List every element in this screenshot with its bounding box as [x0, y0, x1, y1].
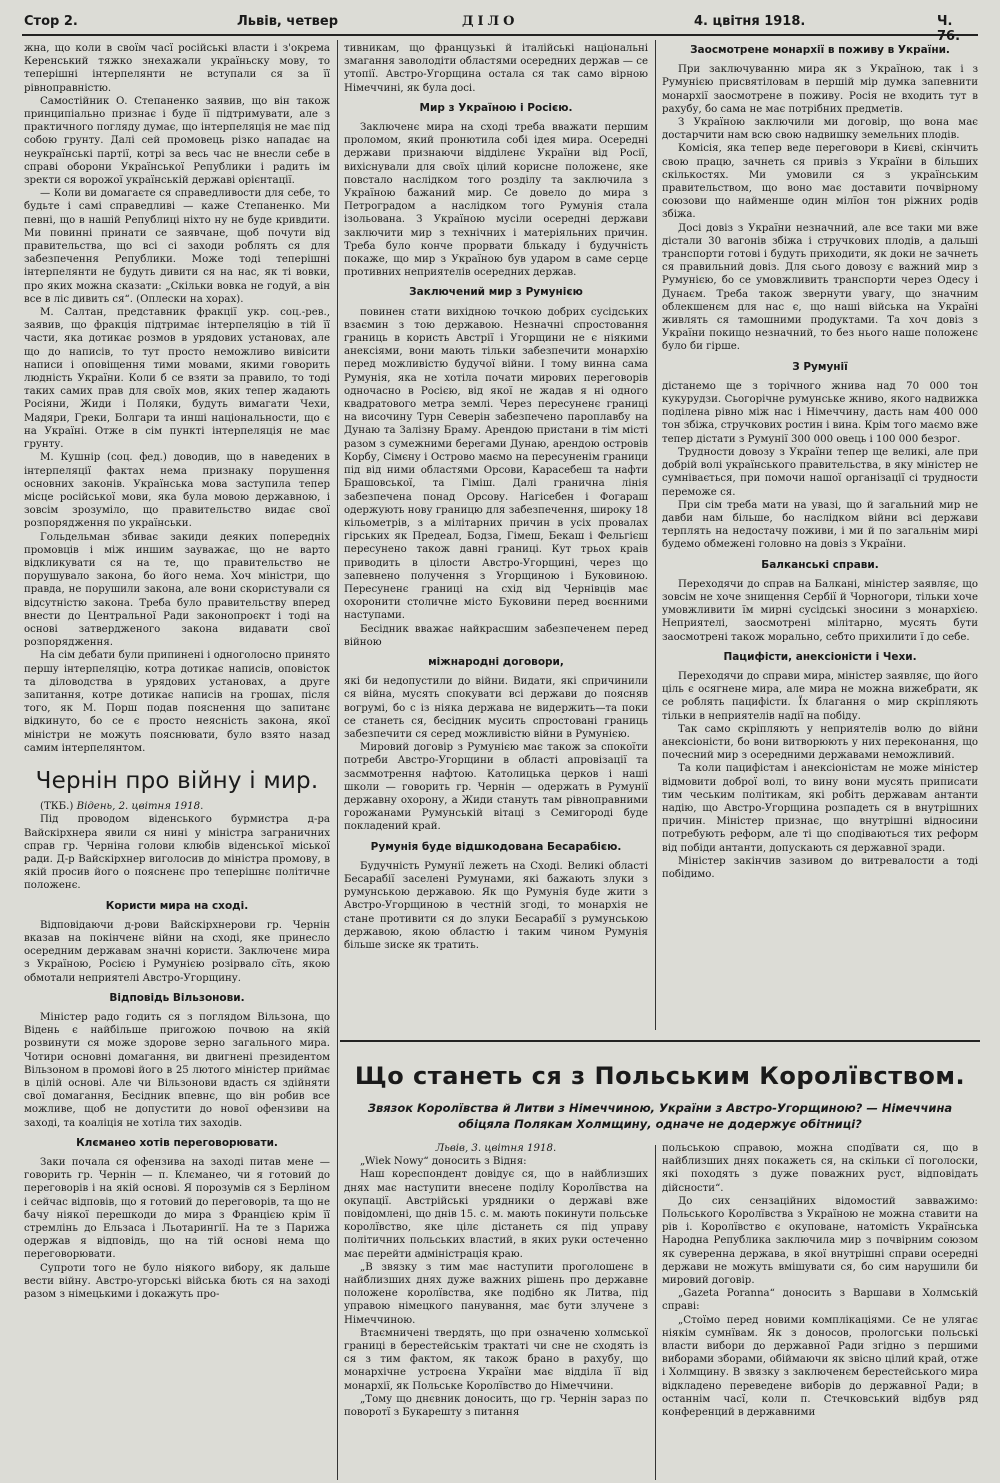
paragraph: „Wiek Nowy“ доносить з Відня:	[360, 1156, 527, 1168]
subheading: Користи мира на сході.	[105, 899, 249, 912]
paragraph: Комісія, яка тепер веде переговори в Києві, скінчить свою працю, зачнеть ся привіз з України в більших скількостях. Ми умовили ся з українським правительством, що воно має доставити почвірному союзови що найменше один мілїон тон ріжних родів збіжа.	[662, 143, 978, 221]
paragraph: Мировий договір з Румунією має також за спокоїти потреби Австро-Угорщини в області апровізації та засммотрення нафтою. Католицька церков і наші школи — говорить гр. Чернін — одержать в Румунії державну охорону, а Жиди стануть там рівноправними горожанами Румунській вітаці з Семигороді буде покладений край.	[344, 742, 648, 833]
column-1	[24, 42, 330, 1480]
paragraph: які би недопустили до війни. Видати, які спричинили ся війна, мусять спокувати всі держави до поясняв вогрумі, бо с із ніяка держава не видержить—та поки се станеть ся, бесідник мусить спростовані границь забезпечити ся серед можливістю війни в Румунією.	[344, 676, 648, 740]
paragraph: Наш кореспондент довідує ся, що в найблизших днях має наступити внесене поділу Королївства на окупації. Австрійські урядники о державі вже повідомлені, що днів 15. с. м. мають покинути польське королївство, яке цілє дістанеть ся під управу політичних польських властий, в яких руки остеченно має перейти адміністрація краю.	[344, 1169, 648, 1260]
paragraph: При заключуванню мира як з Україною, так і з Румунією присвятіловам в першій мір думка запевнити монархії заосмотрене в поживу. Росія не входить тут в рахубу, бо сама не має потрібних предметів.	[662, 64, 978, 115]
paragraph: Будучність Румунії лежеть на Сході. Великі області Бесарабії заселені Румунами, які бажають злуки з румунською державою. Як що Румунія буде жити з Австро-Угорщиною в честній згоді, то монархія не стане противити ся до злуки Бесарабії з румунською державою, якою областю і таким чином Румунія більше зиске як тратить.	[344, 860, 648, 951]
paragraph: Та коли пацифістам і анексіоністам не може міністер відмовити доброї волі, то вину вони мусять приписати тим чеським політикам, які робіть державам антанти надію, що Австро-Угорщина розпадеть ся в внутрішних причин. Міністер признає, що внутрішні відносини потребують реформ, але ті що сподіваються тих реформ від побіди антанти, допускають ся державної зради.	[662, 763, 978, 854]
paragraph: Міністер закінчив зазивом до витревалости а тоді побідимо.	[662, 855, 978, 880]
column-rule-1	[337, 40, 338, 1480]
newspaper-title: ДІЛО	[462, 14, 519, 29]
paragraph: Заключенє мира на сході треба вважати першим проломом, який пронютила собі ідея мира. Осередні держави признаючи відділенє України від Росії, вихіснували для своїх цілий корисне положенє, яке повстало наслідком того розділу та заключила з Україною бажаний мир. Се довело до мира з Петроградом а наслідком того Румунія стала ізольована. З Україною мусіли осередні держави заключити мир з технічних і матеріяльних причин. Треба було конче прорвати блькаду і будучність покаже, що мир з Україною був ударом в саме серце противних неприятелів осередних держав.	[344, 122, 648, 279]
paragraph: тивникам, що французькі й італійські національні змагання заволодіти областями осередних держав — се утопії. Австро-Угорщина остала ся так само вірною Німеччині, як була досі.	[344, 43, 648, 94]
article-2-dateline: Львів, 3. цвітня 1918.	[435, 1143, 557, 1154]
paragraph: „Тому що днєвник доносить, що гр. Чернін зараз по поворотї з Букарешту з питання	[344, 1393, 648, 1419]
subheading: Відповідь Вільзонови.	[109, 991, 245, 1004]
subheading: Пацифісти, анексіоністи і Чехи.	[723, 650, 917, 663]
paragraph: повинен стати вихідною точкою добрих сусідських взаємин з тою державою. Незначні спростовання границь в користь Австрії і Угорщини не є ніякими анексіями, вони мають тільки забезпечити монархію перед можливістю будучої війни. І тому винна сама Румунія, яка не хотіла почати мирових переговорів одночасно в Росією, від якої не жадав я ні одного квадратового метра землі. Через пересуненє границі на височину Турн Северін забезпечено пароплавбу на Дунаю та Залізну Браму. Арендою пристани в тім місті разом з сумежними берегами Дунаю, арендою островів Корбу, Сімєну і Острово маємо на пересуненім граници під від ними областями Орсови, Карасебеш та нафти Брашовської, та Гіміш. Далі гранична лінія забезпечена понад Орсову. Нагісебен і Фогараш одержують нову границю для забезпечення, широку 18 кільометрів, з а мілітарних причин в усіх провалах гірських як Предеал, Бодза, Гімеш, Бекаш і Фельгієш пересунено також давні границі. Кут трьох краів приводить в цілости Австро-Угорщині, через що запевнено получення з Угорщиною і Буковиною. Пересуненє границі на схід від Чернівців має охоронити столичне місто Буковини перед воєнними наступами.	[344, 306, 648, 622]
paragraph: Досі довіз з України незначний, але все таки ми вже дістали 30 вагонів збіжа і стручкових плодів, а дальші транспорти готові і будуть приходити, як доки не зачнеть ся правильний довіз. Для сього довозу є важний мир з Румунією, бо се умовжливить транспорти через Одесу і Дунаєм. Треба також звернути увагу, що значним облекшенєм для нас є, що наші війська на Україні живлять ся тамошними продуктами. Та хоч довіз з України покищо незначний, то без нього наше положенє було би гірше.	[662, 222, 978, 353]
page-number: Стор 2.	[24, 14, 78, 29]
subheading: Балканські справи.	[761, 558, 879, 571]
dateline-source: (ТКБ.)	[40, 801, 74, 813]
column-3	[662, 42, 978, 1032]
article-divider	[340, 1040, 980, 1042]
subheading: Мир з Україною і Росією.	[419, 101, 573, 114]
paragraph: Так само скріпляють у неприятелів волю до війни анексіоністи, бо вони витворюють у них переконання, що почесний мир з осередними державами неможливий.	[662, 723, 978, 762]
column-2	[344, 42, 648, 1032]
article-2-subtitle: Звязок Королївства й Литви з Німеччиною, України з Австро-Угорщиною? — Німеччина обіцяла Полякам Холмщину, одначе не додержує обітниці?	[367, 1101, 953, 1131]
column-rule-2	[655, 40, 656, 1030]
paragraph: польською справою, можна сподївати ся, що в найблизших днях покажеть ся, на скільки сї поголоски, які походять з дуже поважних руст, відповідать дійсности“.	[662, 1143, 978, 1194]
article-title: Чернін про війну і мир.	[35, 767, 319, 794]
paragraph: Втаємничені твердять, що при означеню холмської границі в берестейськім трактаті чи сне не сходять із ся з тим фактом, як також брано в рахубу, що монархічне устроєна України має відділа її від монархії, як Польське Королївство до Німеччини.	[344, 1327, 648, 1392]
subheading: Заосмотрене монархії в поживу в України.	[690, 44, 950, 56]
paragraph: Заки почала ся офензива на заході питав мене — говорить гр. Чернін — п. Клєманео, чи я готовий до переговорів і на якій основі. Я порозумів ся з Берліном і сейчас відповів, що я готовий до переговорів, та що не бачу ніякої перешкоди до мира з Францією крім її стремлінь до Ельзаса і Льотарингії. На те з Парижа одержав я відповідь, що на тій основі нема що переговорювати.	[24, 1157, 330, 1261]
issue-number: Ч. 76.	[937, 14, 961, 44]
paragraph: Гольдельман збиває закиди деяких попередніх промовців і між иншим зауважає, що не варто відкликувати ся на те, що правительство не порушувало закона, бо його нема. Хоч міністри, що правда, не порушили закона, але вони скористували ся відсутністю закона. Треба було правительству вперед внести до Центральної Ради законопроєкт і тоді на основі затвердженого закона видавати свої розпорядження.	[24, 531, 330, 649]
paragraph: М. Салтан, представник фракції укр. соц.-рев., заявив, що фракція підтримає інтерпеляцію в тій її части, яка дотикає розмов в урядових установах, але що до написів, то тут просто неможливо вивісити написи і оповіщення тими мовами, якими говорить людність України. Коли б се взяти за правило, то тоді таких самих прав для своїх мов, яких тепер жадають Росіяни, Жиди і Поляки, будуть вимагати Чехи, Мадяри, Греки, Болгари та инші національности, що є на Україні. Отже в сім пункті інтерпеляція не має грунту.	[24, 307, 330, 451]
column-rule-3	[655, 1145, 656, 1480]
article-2-title: Що станеть ся з Польським Королївством.	[354, 1062, 966, 1090]
paragraph: На сім дебати були припинені і одноголосно принято першу інтерпеляцію, котра дотикає написів, оповісток та діловодства в урядових установах, а друге запитання, котре дотикає написів на грошах, після того, як М. Порш подав пояснення що запитанє відкинуто, бо се є просто неясність закона, якої міністри не можуть пояснювати, було взято назад самим інтерпелянтом.	[24, 650, 330, 754]
dateline	[24, 800, 330, 813]
paragraph: До сих сензаційних відомостий завважимо: Польського Королївства з Україною не можна ставити на рів і. Королївство є окуповане, натомість Українська Народна Република заключила мир з почвірним союзом як суверенна держава, в якої внутрішні справи осередні держави не можуть вмішувати ся, бо сим нарушили би мировий договір.	[662, 1195, 978, 1287]
paragraph: „В звязку з тим має наступити проголошенє в найблизших днях дуже важних рішень про державне положене королївства, яке подібно як Литва, під управою німецкого панування, має бути злучене з Німеччиною.	[344, 1261, 648, 1326]
paragraph: Під проводом віденського бурмистра д-ра Вайскірхнера явили ся нині у міністра заграничних справ гр. Черніна голови клюбів віденської міської ради. Д-р Вайскірхнер виголосив до міністра промову, в якій просив його о поясненє про теперішнє політичне положенє.	[24, 814, 330, 892]
subheading: міжнародні договори,	[428, 655, 564, 668]
paragraph: Самостійник О. Степаненко заявив, що він також принципіально признає і буде її підтримувати, але з практичного погляду думає, що інтерпеляція не має під собою грунту. Далі сей промовець рiзко нападає на неукраїнські партії, котрі за весь час не внесли себе в справі оборони Української Републики і радить ім зректи ся ворожої українській державі орієнтації.	[24, 95, 330, 187]
subheading: Клєманео хотів переговорювати.	[76, 1136, 278, 1149]
paragraph: М. Кушнір (соц. фед.) доводив, що в наведених в інтерпеляції фактах нема признаку порушення основних законів. Українська мова заступила тепер місце російської мови, яка була мовою державною, і зовсім зрозуміло, що правительство видає свої розпорядження по українськи.	[24, 452, 330, 530]
paragraph: Переходячи до справ на Балкані, міністер заявляє, що зовсім не хоче знищення Сербії й Чорногори, тільки хоче умовжливити їм мирні сусідські зносини з монархією. Неприятелі, заосмотрені мілітарно, мусять бути заосмотрені також морально, себто прихилити ї до себе.	[662, 578, 978, 643]
subheading: Румунія буде відшкодована Бесарабією.	[370, 840, 622, 853]
article-2-column-right	[662, 1142, 978, 1480]
paragraph: Переходячи до справи мира, міністер заявляє, що його ціль є осягнене мира, але мира не можна вижебрати, як се роблять пацифісти. Їх благання о мир скріпляють тільки в неприятелів надії на побіду.	[662, 670, 978, 722]
paragraph: дістанемо ще з торічного жнива над 70 000 тон кукурудзи. Сьогорічне румунське жниво, якого надвижка поділена рівно між нас і Німеччину, дасть нам 400 000 тон збіжа, стручкових ростин і вина. Крім того маємо вже тепер дістати з Румунії 300 000 овець і 100 000 безрог.	[662, 380, 978, 445]
subheading: Заключений мир з Румунією	[409, 286, 583, 299]
subheading: З Румунії	[792, 360, 848, 373]
page-header	[22, 8, 978, 44]
paragraph: Міністер радо годить ся з поглядом Вільзона, що Відень є найбільше пригожою почвою на якій розвинути ся може здорове зерно загального мира. Чотири основні домагання, ви двигнені президентом Вільзоном в промові його в 25 лютого міністер приймає в цілій основі. Але чи Вільзонови вдасть ся здійняти свої домагання, Бесідник впевнє, що він робив все можливе, щоб не допустити до нової офензиви на заході, та коаліція не хотіла тих заходів.	[24, 1012, 330, 1129]
dateline-date: Відень, 2. цвітня 1918.	[76, 801, 204, 813]
paragraph: — Коли ви домагаєте ся справедливости для себе, то будьте і самі справедливі — каже Степаненко. Ми певні, що в нашій Републиці ніхто ну не буде кривдити. Ми повинні принати се заявчане, щоб почути від правительства, що всі сі заходи роблять ся для забезпечення Републики. Може тоді теперішні інтерпелянти не будуть дивити ся на нас, як ті вовки, про яких можна сказати: „Скільки вовка не годуй, а він все в ліс дивить ся“. (Оплески на хорах).	[24, 188, 330, 305]
paragraph: Трудности довозу з України тепер ще великі, але при добрій волі українського правительства, в яку міністер не сумнівається, при помочи нашої організації сі трудности переможе ся.	[662, 446, 978, 498]
paragraph: При сім треба мати на увазі, що й загальний мир не давби нам більше, бо наслідком війни всі держави терплять на недостачу поживи, і ми й по загальнім мирі будемо обмежені головно на довіз з України.	[662, 499, 978, 551]
paragraph: Супроти того не було ніякого вибору, як дальше вести війну. Австро-угорські війська бють ся на заході разом з німецькими і докажуть про-	[24, 1262, 330, 1301]
paragraph: Бесідник вважає найкрасшим забезпеченем перед війною	[344, 623, 648, 648]
article-2-column-left	[344, 1142, 648, 1480]
paragraph: Відповідаючи д-рови Вайскірхнерови гр. Чернін вказав на покінченє війни на сході, яке принесло осередним державам значні користи. Заключенє мира з Україною, Росією і Румунією розірвало сїть, якою обмотали неприятелі Австро-Угорщину.	[24, 919, 330, 984]
paragraph: жна, що коли в своїм часї російські власти і з'окрема Керенський тяжко знехажали україньску мову, то теперішні інтерпелянти не вступали ся за її рівноправністю.	[24, 43, 330, 94]
place-day: Львів, четвер	[237, 14, 339, 29]
paragraph: „Gazeta Poranna“ доносить з Варшави в Холмській справі:	[662, 1288, 978, 1313]
paragraph: „Стоїмо перед новими комплікаціями. Се не улягає ніякім сумнївам. Як з доносов, прологськи польські власти вибори до державної Ради згідно з першими виборами зборами, обіймаючи як звісно цілий край, отже і Холмщину. В звязку з заключенєм берестейського мира відкладено переведене виборів до державної Ради; в останнім часї, коли п. Стечковський відбув ряд конференций в державними	[662, 1314, 978, 1419]
paragraph: З Україною заключили ми договір, що вона має достарчити нам всю свою надвишку земельних плодів.	[662, 117, 978, 142]
article-2-header	[340, 1062, 980, 1132]
issue-date: 4. цвітня 1918.	[694, 14, 806, 29]
